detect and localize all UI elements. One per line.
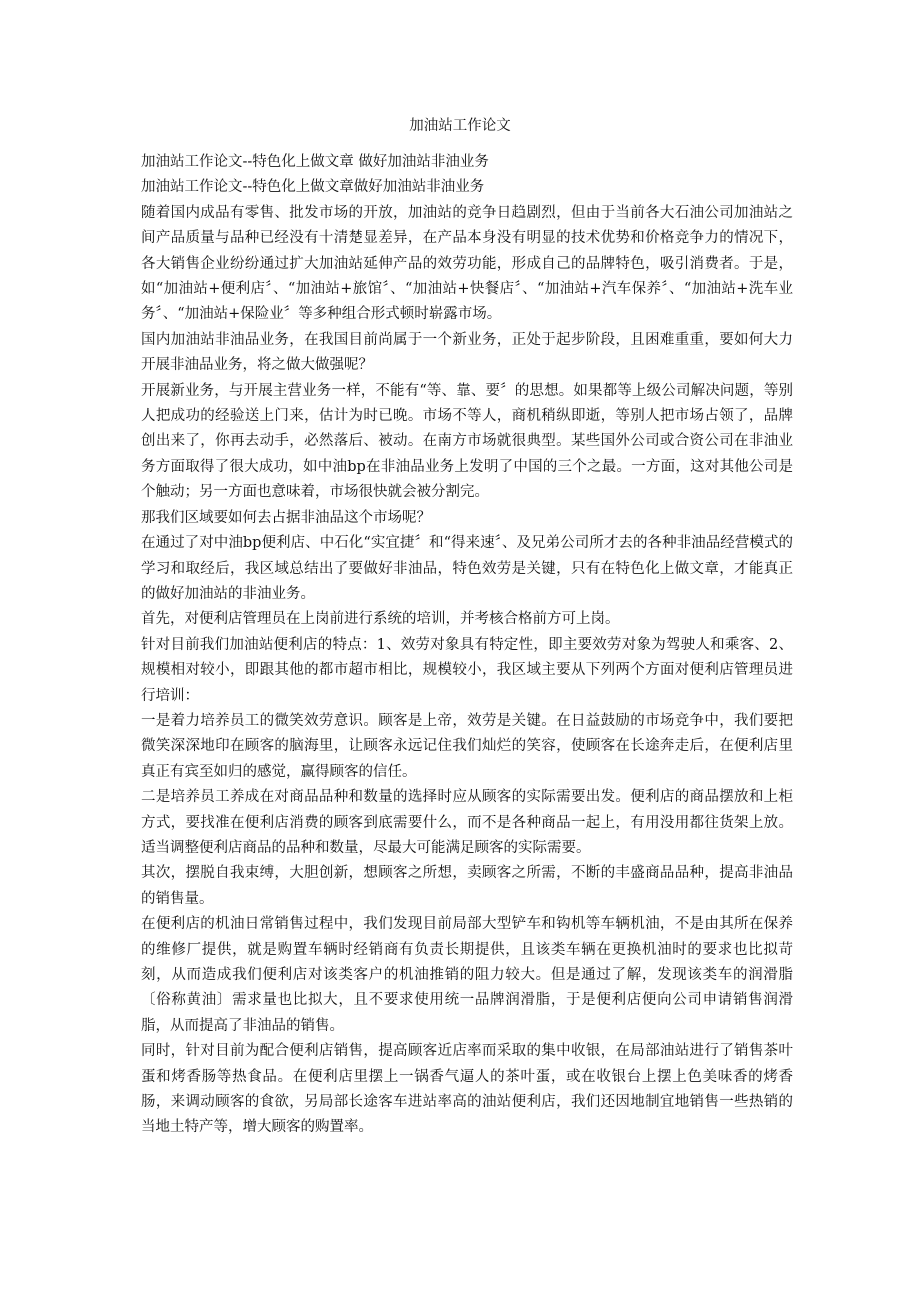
paragraph-hot-food: 同时，针对目前为配合便利店销售，提高顾客近店率而采取的集中收银，在局部油站进行了销售茶叶蛋和烤香肠等热食品。在便利店里摆上一锅香气逼人的茶叶蛋，或在收银台上摆上色美味香的烤香肠，来调动顾客的食欲，另局部长途客车进站率高的油站便利店，我们还因地制宜地销售一些热销的当地土特产等，增大顾客的购置率。 bbox=[141, 1043, 793, 1136]
paragraph-domestic-business: 国内加油站非油品业务，在我国目前尚属于一个新业务，正处于起步阶段，且困难重重，要如何大力开展非油品业务，将之做大做强呢？ bbox=[141, 331, 793, 374]
paragraph-smile-service: 一是着力培养员工的微笑效劳意识。顾客是上帝，效劳是关键。在日益鼓励的市场竞争中，我们要把微笑深深地印在顾客的脑海里，让顾客永远记住我们灿烂的笑容，使顾客在长途奔走后，在便利店里真正有宾至如归的感觉，赢得顾客的信任。 bbox=[141, 712, 793, 780]
paragraph-store-features: 针对目前我们加油站便利店的特点：1、效劳对象具有特定性，即主要效劳对象为驾驶人和乘客、2、规模相对较小，即跟其他的都市超市相比，规模较小，我区域主要从下列两个方面对便利店管理员进行培训： bbox=[141, 636, 793, 704]
paragraph-product-selection: 二是培养员工养成在对商品品种和数量的选择时应从顾客的实际需要出发。便利店的商品摆放和上柜方式，要找准在便利店消费的顾客到底需要什么，而不是各种商品一起上，有用没用都往货架上放。适当调整便利店商品的品种和数量，尽最大可能满足顾客的实际需要。 bbox=[141, 789, 793, 856]
paragraph-market-competition: 随着国内成品有零售、批发市场的开放，加油站的竞争日趋剧烈，但由于当前各大石油公司加油站之间产品质量与品种已经没有十清楚显差异，在产品本身没有明显的技术优势和价格竞争力的情况下，各大销售企业纷纷通过扩大加油站延伸产品的效劳功能，形成自己的品牌特色，吸引消费者。于是，如“加油站+便利店〞、“加油站+旅馆〞、“加油站+快餐店〞、“加油站+汽车保养〞、“加油站+洗车业务〞、“加油站+保险业〞等多种组合形式顿时崭露市场。 bbox=[141, 204, 793, 323]
document-title: 加油站工作论文 bbox=[409, 118, 511, 134]
paragraph-lubricant-sales: 在便利店的机油日常销售过程中，我们发现目前局部大型铲车和钩机等车辆机油，不是由其所在保养的维修厂提供，就是购置车辆时经销商有负责长期提供，且该类车辆在更换机油时的要求也比拟苛刻，从而造成我们便利店对该类客户的机油推销的阻力较大。但是通过了解，发现该类车的润滑脂〔俗称黄油〕需求量也比拟大，且不要求使用统一品牌润滑脂，于是便利店便向公司申请销售润滑脂，从而提高了非油品的销售。 bbox=[141, 916, 793, 1034]
document-body bbox=[141, 150, 793, 1141]
paragraph-new-business: 开展新业务，与开展主营业务一样，不能有“等、靠、要〞的思想。如果都等上级公司解决问题，等别人把成功的经验送上门来，估计为时已晚。市场不等人，商机稍纵即逝，等别人把市场占领了，品牌创出来了，你再去动手，必然落后、被动。在南方市场就很典型。某些国外公司或合资公司在非油业务方面取得了很大成功，如中油bp在非油品业务上发明了中国的三个之最。一方面，这对其他公司是个触动；另一方面也意味着，市场很快就会被分割完。 bbox=[141, 382, 793, 501]
paragraph-first-training: 首先，对便利店管理员在上岗前进行系统的培训，并考核合格前方可上岗。 bbox=[141, 611, 620, 628]
paragraph-learning: 在通过了对中油bp便利店、中石化“实宜捷〞和“得来速〞、及兄弟公司所才去的各种非油品经营模式的学习和取经后，我区域总结出了要做好非油品，特色效劳是关键，只有在特色化上做文章，才能真正的做好加油站的非油业务。 bbox=[141, 535, 793, 602]
paragraph-question: 那我们区域要如何去占据非油品这个市场呢？ bbox=[141, 509, 431, 526]
paragraph-subtitle-2: 加油站工作论文--特色化上做文章做好加油站非油业务 bbox=[141, 179, 485, 196]
paragraph-subtitle-1: 加油站工作论文--特色化上做文章 做好加油站非油业务 bbox=[141, 154, 489, 170]
paragraph-innovation: 其次，摆脱自我束缚，大胆创新，想顾客之所想，卖顾客之所需，不断的丰盛商品品种，提高非油品的销售量。 bbox=[141, 865, 793, 907]
